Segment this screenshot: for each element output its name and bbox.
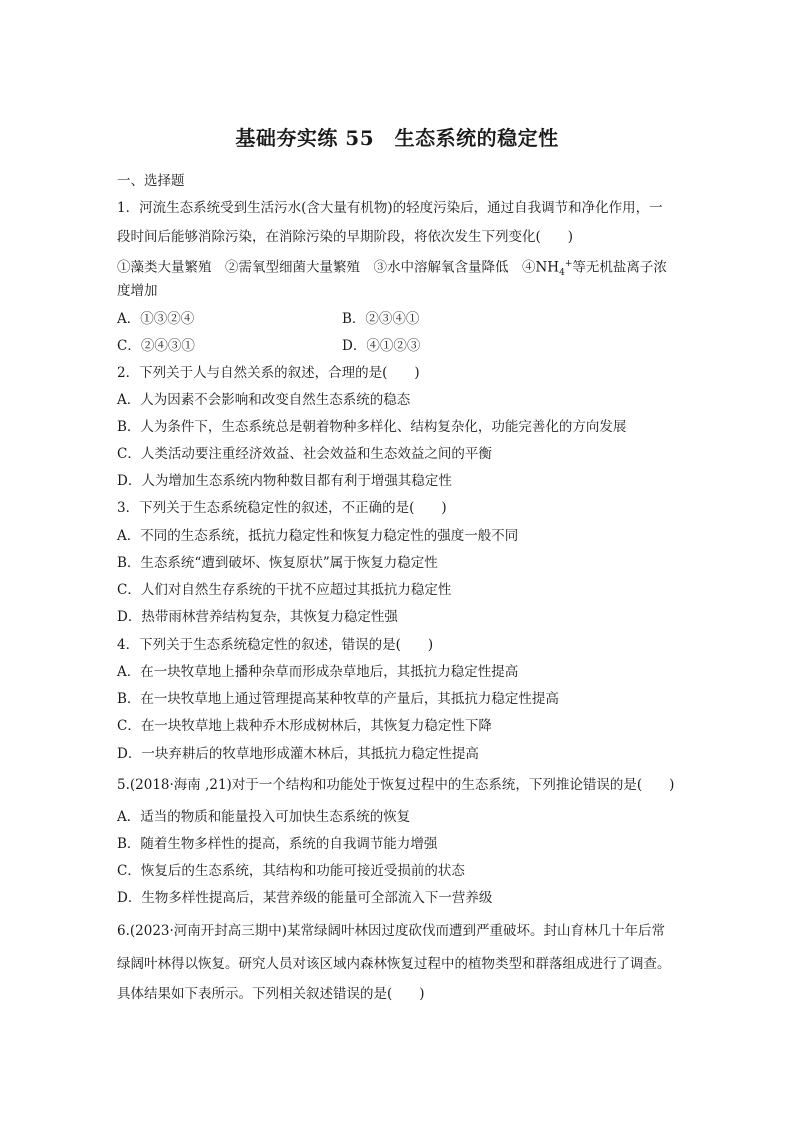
q4-option-d: D．一块弃耕后的牧草地形成灌木林后，其抵抗力稳定性提高 — [117, 746, 479, 762]
q1-stem-line-3-text: ①藻类大量繁殖 ②需氧型细菌大量繁殖 ③水中溶解氧含量降低 ④NH — [117, 259, 560, 276]
q6-stem-line-2: 绿阔叶林得以恢复。研究人员对该区域内森林恢复过程中的植物类型和群落组成进行了调查。 — [117, 956, 671, 972]
q1-nh-rest: 等无机盐离子浓 — [572, 259, 667, 276]
q4-option-b: B．在一块牧草地上通过管理提高某种牧草的产量后，其抵抗力稳定性提高 — [117, 691, 559, 707]
q4-option-c: C．在一块牧草地上栽种乔木形成树林后，其恢复力稳定性下降 — [117, 718, 492, 734]
q4-stem: 4．下列关于生态系统稳定性的叙述，错误的是( ) — [117, 637, 434, 653]
q2-option-c: C．人类活动要注重经济效益、社会效益和生态效益之间的平衡 — [117, 446, 492, 462]
q6-stem-line-1: 6.(2023·河南开封高三期中)某常绿阔叶林因过度砍伐而遭到严重破坏。封山育林几十年后常 — [117, 923, 666, 939]
q3-option-a: A．不同的生态系统，抵抗力稳定性和恢复力稳定性的强度一般不同 — [117, 528, 519, 544]
q1-option-b: B．②③④① — [342, 311, 420, 327]
q1-stem-line-4: 度增加 — [117, 283, 158, 299]
q3-option-b: B．生态系统“遭到破坏、恢复原状”属于恢复力稳定性 — [117, 555, 438, 571]
q1-option-c: C．②④③① — [117, 338, 195, 354]
q5-option-d: D．生物多样性提高后，某营养级的能量可全部流入下一营养级 — [117, 890, 493, 906]
page-title: 基础夯实练 55 生态系统的稳定性 — [235, 126, 559, 150]
q5-stem: 5.(2018·海南 ,21)对于一个结构和功能处于恢复过程中的生态系统，下列推论错误的是( ) — [117, 777, 675, 793]
q5-option-c: C．恢复后的生态系统，其结构和功能可接近受损前的状态 — [117, 863, 465, 879]
q1-nh-superscript: + — [564, 259, 573, 269]
section-heading: 一、选择题 — [117, 173, 185, 189]
q1-stem-line-3 — [117, 255, 667, 282]
q5-option-a: A．适当的物质和能量投入可加快生态系统的恢复 — [117, 809, 411, 825]
q4-option-a: A．在一块牧草地上播种杂草而形成杂草地后，其抵抗力稳定性提高 — [117, 664, 519, 680]
q1-nh-subscript: 4 — [559, 268, 565, 279]
q3-stem: 3．下列关于生态系统稳定性的叙述，不正确的是( ) — [117, 500, 447, 516]
q5-option-b: B．随着生物多样性的提高，系统的自我调节能力增强 — [117, 836, 438, 852]
q1-option-a: A．①③②④ — [117, 311, 195, 327]
q3-option-c: C．人们对自然生存系统的干扰不应超过其抵抗力稳定性 — [117, 582, 452, 598]
q1-stem-line-2: 段时间后能够消除污染，在消除污染的早期阶段，将依次发生下列变化( ) — [117, 229, 574, 245]
q2-option-d: D．人为增加生态系统内物种数目都有利于增强其稳定性 — [117, 473, 452, 489]
q3-option-d: D．热带雨林营养结构复杂，其恢复力稳定性强 — [117, 609, 398, 625]
q2-stem: 2．下列关于人与自然关系的叙述，合理的是( ) — [117, 365, 420, 381]
q6-stem-line-3: 具体结果如下表所示。下列相关叙述错误的是( ) — [117, 986, 425, 1002]
q2-option-a: A．人为因素不会影响和改变自然生态系统的稳态 — [117, 392, 411, 408]
q1-stem-line-1: 1．河流生态系统受到生活污水(含大量有机物)的轻度污染后，通过自我调节和净化作用，一 — [117, 200, 663, 216]
q1-option-d: D．④①②③ — [342, 338, 421, 354]
q2-option-b: B．人为条件下，生态系统总是朝着物种多样化、结构复杂化，功能完善化的方向发展 — [117, 419, 627, 435]
